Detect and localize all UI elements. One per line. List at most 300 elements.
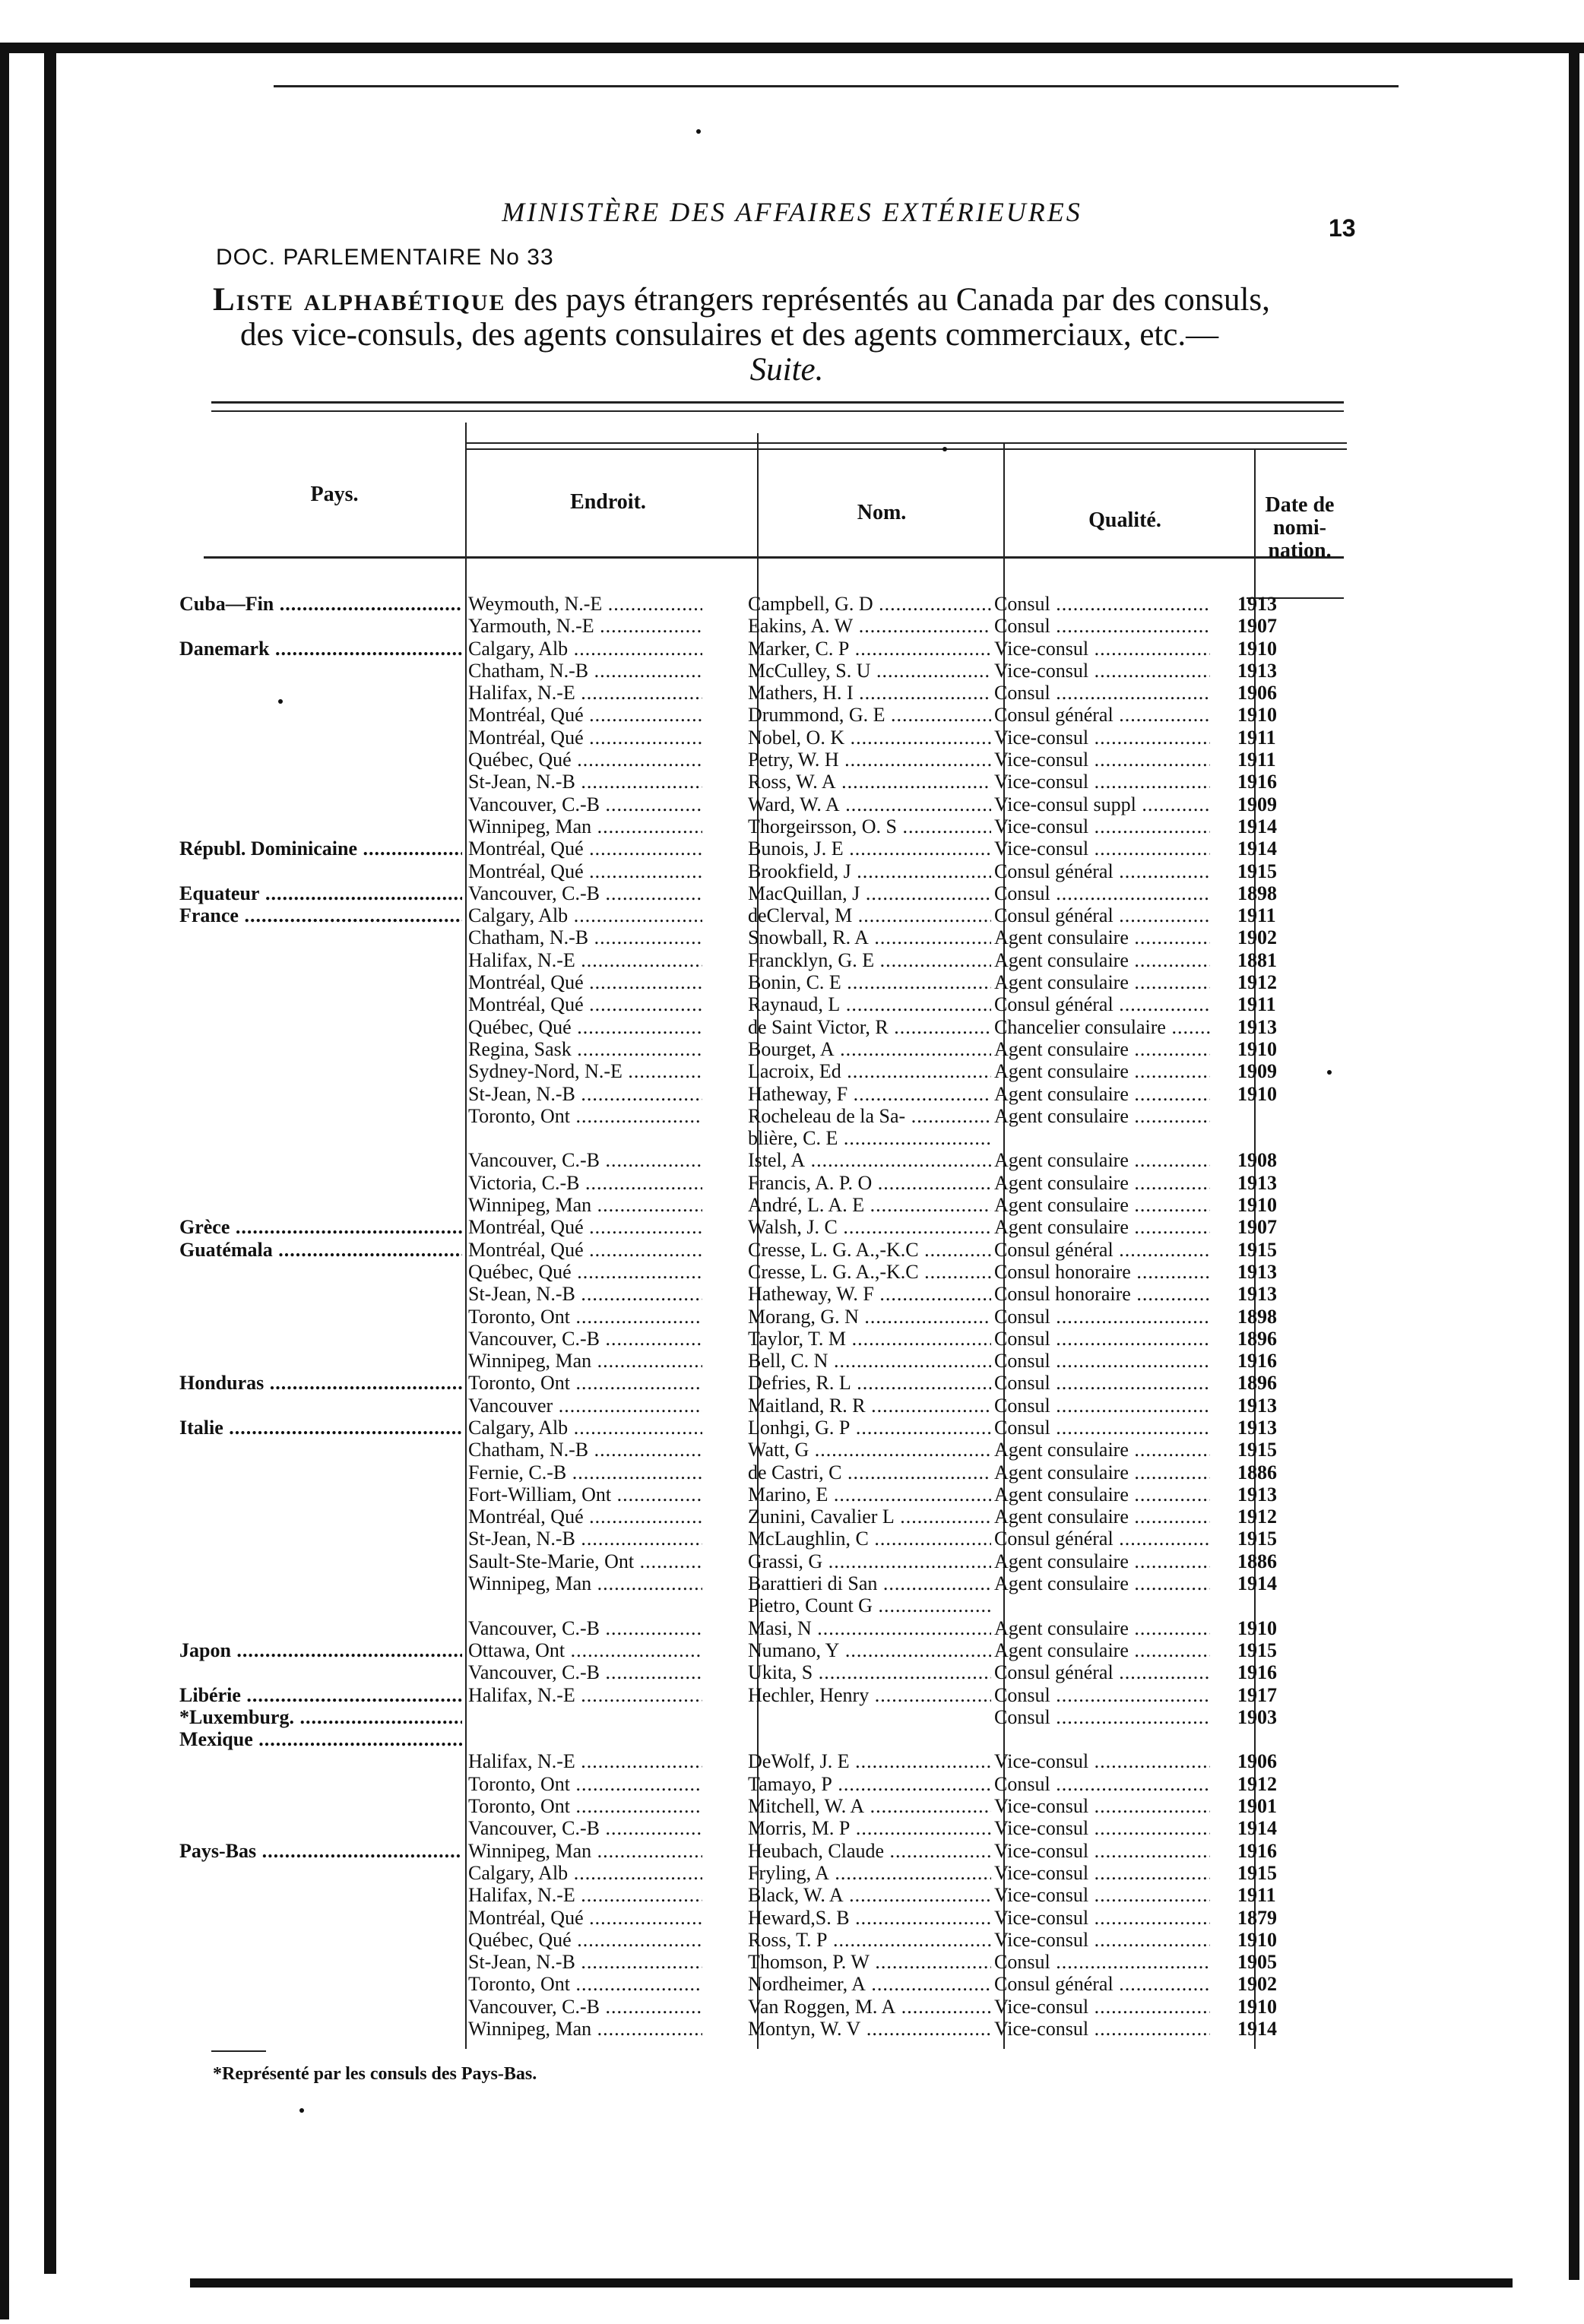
title-line-2: des vice-consuls, des agents consulaires et des agents commerciaux, etc.— <box>240 317 1219 353</box>
cell-date: 1915 <box>1237 1639 1277 1661</box>
cell-qualite: Consul ..... <box>994 1951 1210 1973</box>
cell-nom: blière, C. E ..... <box>748 1127 991 1149</box>
cell-nom: Bonin, C. E ..... <box>748 971 991 993</box>
cell-nom: Thorgeirsson, O. S ..... <box>748 815 991 837</box>
cell-qualite: Chancelier consulaire ..... <box>994 1016 1210 1038</box>
cell-endroit: Vancouver ..... <box>468 1395 702 1417</box>
cell-date: 1914 <box>1237 1817 1277 1840</box>
table-row <box>173 682 1344 704</box>
cell-qualite: Consul ..... <box>994 1328 1210 1350</box>
table-row <box>173 1996 1344 2018</box>
table-row <box>173 949 1344 971</box>
title-line-1-text: des pays étrangers représentés au Canada par des consuls, <box>505 282 1270 318</box>
cell-endroit: Vancouver, C.-B ..... <box>468 882 702 904</box>
cell-qualite: Consul ..... <box>994 882 1210 904</box>
cell-nom: Tamayo, P ..... <box>748 1773 991 1795</box>
speck <box>1327 1070 1332 1075</box>
speck <box>696 129 701 134</box>
table-row <box>173 1907 1344 1929</box>
cell-endroit: Winnipeg, Man ..... <box>468 815 702 837</box>
cell-nom: Masi, N ..... <box>748 1617 991 1639</box>
cell-date: 1901 <box>1237 1795 1277 1818</box>
cell-qualite: Vice-consul ..... <box>994 771 1210 793</box>
cell-qualite: Agent consulaire ..... <box>994 1617 1210 1639</box>
cell-endroit: Chatham, N.-B ..... <box>468 660 702 682</box>
cell-nom: Eakins, A. W ..... <box>748 615 991 637</box>
cell-nom: Heward,S. B ..... <box>748 1907 991 1929</box>
cell-qualite: Vice-consul ..... <box>994 638 1210 660</box>
table-row <box>173 1483 1344 1506</box>
table-row <box>173 882 1344 904</box>
cell-qualite: Vice-consul suppl ..... <box>994 793 1210 815</box>
cell-endroit: Toronto, Ont ..... <box>468 1795 702 1817</box>
table-row <box>173 1239 1344 1261</box>
cell-endroit: Chatham, N.-B ..... <box>468 926 702 948</box>
table-row <box>173 615 1344 637</box>
cell-date: 1886 <box>1237 1550 1277 1572</box>
cell-nom: Pietro, Count G ..... <box>748 1594 991 1616</box>
cell-nom: Raynaud, L ..... <box>748 993 991 1015</box>
cell-date: 1915 <box>1237 1238 1277 1261</box>
cell-qualite: Vice-consul ..... <box>994 1840 1210 1862</box>
cell-nom: Ross, T. P ..... <box>748 1929 991 1951</box>
cell-qualite: Agent consulaire ..... <box>994 1506 1210 1528</box>
table-row <box>173 1951 1344 1973</box>
cell-nom: Snowball, R. A ..... <box>748 926 991 948</box>
cell-nom: Mathers, H. I ..... <box>748 682 991 704</box>
cell-pays: Honduras ..... <box>179 1372 462 1394</box>
cell-nom: Francis, A. P. O ..... <box>748 1172 991 1194</box>
cell-endroit: Vancouver, C.-B ..... <box>468 1617 702 1639</box>
cell-qualite: Consul ..... <box>994 1306 1210 1328</box>
cell-qualite: Consul ..... <box>994 1350 1210 1372</box>
cell-nom: Marker, C. P ..... <box>748 638 991 660</box>
cell-date: 1912 <box>1237 1506 1277 1528</box>
document-title <box>213 283 1361 388</box>
cell-date: 1914 <box>1237 815 1277 837</box>
table-row <box>173 1706 1344 1728</box>
page-border-right <box>1569 53 1579 2280</box>
cell-endroit: Winnipeg, Man ..... <box>468 2018 702 2040</box>
table-row <box>173 638 1344 660</box>
table-row <box>173 1172 1344 1194</box>
page-border-bottom <box>190 2278 1513 2288</box>
cell-date: 1915 <box>1237 1861 1277 1884</box>
cell-qualite: Vice-consul ..... <box>994 1795 1210 1817</box>
cell-qualite: Consul ..... <box>994 1706 1210 1728</box>
cell-nom: Hatheway, W. F ..... <box>748 1283 991 1305</box>
cell-date: 1909 <box>1237 793 1277 815</box>
table-row <box>173 1417 1344 1439</box>
cell-endroit: Montréal, Qué ..... <box>468 1239 702 1261</box>
cell-date: 1907 <box>1237 615 1277 638</box>
cell-endroit: Québec, Qué ..... <box>468 1929 702 1951</box>
cell-endroit: Victoria, C.-B ..... <box>468 1172 702 1194</box>
cell-qualite: Vice-consul ..... <box>994 1907 1210 1929</box>
cell-nom: Numano, Y ..... <box>748 1639 991 1661</box>
cell-nom: André, L. A. E ..... <box>748 1194 991 1216</box>
cell-endroit: Calgary, Alb ..... <box>468 638 702 660</box>
cell-pays: Cuba—Fin ..... <box>179 593 462 615</box>
cell-pays: Japon ..... <box>179 1639 462 1661</box>
cell-endroit: Vancouver, C.-B ..... <box>468 1661 702 1683</box>
table-row <box>173 1684 1344 1706</box>
cell-date: 1911 <box>1237 993 1276 1016</box>
table-row <box>173 1550 1344 1572</box>
cell-nom: Petry, W. H ..... <box>748 749 991 771</box>
cell-endroit: Québec, Qué ..... <box>468 1261 702 1283</box>
table-row <box>173 749 1344 771</box>
cell-date: 1879 <box>1237 1906 1277 1929</box>
cell-nom: McCulley, S. U ..... <box>748 660 991 682</box>
cell-date: 1911 <box>1237 904 1276 927</box>
table-row <box>173 1283 1344 1305</box>
cell-qualite: Agent consulaire ..... <box>994 1550 1210 1572</box>
cell-endroit: Ottawa, Ont ..... <box>468 1639 702 1661</box>
cell-date: 1912 <box>1237 971 1277 994</box>
cell-nom: Lonhgi, G. P ..... <box>748 1417 991 1439</box>
cell-pays: Pays-Bas ..... <box>179 1840 462 1862</box>
cell-endroit: St-Jean, N.-B ..... <box>468 1528 702 1550</box>
cell-nom: de Castri, C ..... <box>748 1461 991 1483</box>
cell-qualite: Agent consulaire ..... <box>994 971 1210 993</box>
cell-endroit: Sault-Ste-Marie, Ont ..... <box>468 1550 702 1572</box>
cell-date: 1910 <box>1237 1194 1277 1217</box>
cell-endroit: Winnipeg, Man ..... <box>468 1194 702 1216</box>
cell-qualite: Consul général ..... <box>994 904 1210 926</box>
cell-qualite: Vice-consul ..... <box>994 815 1210 837</box>
cell-endroit: Calgary, Alb ..... <box>468 1862 702 1884</box>
cell-qualite: Agent consulaire ..... <box>994 1439 1210 1461</box>
cell-qualite: Vice-consul ..... <box>994 749 1210 771</box>
cell-nom: Heubach, Claude ..... <box>748 1840 991 1862</box>
cell-nom: McLaughlin, C ..... <box>748 1528 991 1550</box>
cell-nom: Drummond, G. E ..... <box>748 704 991 726</box>
cell-date: 1896 <box>1237 1327 1277 1350</box>
cell-nom: Morang, G. N ..... <box>748 1306 991 1328</box>
cell-nom: Marino, E ..... <box>748 1483 991 1506</box>
column-header-rule <box>204 556 1344 559</box>
cell-endroit: Weymouth, N.-E ..... <box>468 593 702 615</box>
cell-date: 1910 <box>1237 1082 1277 1105</box>
cell-nom: Rocheleau de la Sa- ..... <box>748 1105 991 1127</box>
cell-date: 1916 <box>1237 771 1277 793</box>
table-row <box>173 1016 1344 1038</box>
cell-qualite: Vice-consul ..... <box>994 727 1210 749</box>
cell-qualite: Vice-consul ..... <box>994 2018 1210 2040</box>
cell-endroit: Fort-William, Ont ..... <box>468 1483 702 1506</box>
cell-date: 1913 <box>1237 659 1277 682</box>
cell-qualite: Consul ..... <box>994 1395 1210 1417</box>
header-nom: Nom. <box>857 501 907 524</box>
cell-nom: Watt, G ..... <box>748 1439 991 1461</box>
cell-nom: Thomson, P. W ..... <box>748 1951 991 1973</box>
cell-pays: Grèce ..... <box>179 1216 462 1238</box>
cell-endroit: St-Jean, N.-B ..... <box>468 1083 702 1105</box>
cell-date: 1907 <box>1237 1216 1277 1239</box>
cell-date: 1911 <box>1237 726 1276 749</box>
cell-endroit: Calgary, Alb ..... <box>468 1417 702 1439</box>
cell-pays: Mexique ..... <box>179 1728 462 1750</box>
cell-qualite: Consul général ..... <box>994 1239 1210 1261</box>
cell-date: 1915 <box>1237 1439 1277 1461</box>
cell-endroit: Vancouver, C.-B ..... <box>468 1328 702 1350</box>
table-row <box>173 904 1344 926</box>
table-row <box>173 993 1344 1015</box>
cell-endroit: Montréal, Qué ..... <box>468 993 702 1015</box>
cell-date: 1911 <box>1237 749 1276 771</box>
cell-qualite: Agent consulaire ..... <box>994 1461 1210 1483</box>
cell-nom: Nobel, O. K ..... <box>748 727 991 749</box>
table-row <box>173 1884 1344 1906</box>
table-row <box>173 793 1344 815</box>
cell-qualite: Consul général ..... <box>994 1528 1210 1550</box>
cell-qualite: Consul général ..... <box>994 1661 1210 1683</box>
table-row <box>173 1372 1344 1394</box>
table-row <box>173 660 1344 682</box>
cell-nom: Bunois, J. E ..... <box>748 837 991 860</box>
cell-date: 1913 <box>1237 1394 1277 1417</box>
table-row <box>173 1639 1344 1661</box>
cell-date: 1909 <box>1237 1060 1277 1083</box>
cell-qualite: Vice-consul ..... <box>994 1996 1210 2018</box>
cell-endroit: St-Jean, N.-B ..... <box>468 771 702 793</box>
cell-endroit: Montréal, Qué ..... <box>468 1506 702 1528</box>
cell-qualite: Consul ..... <box>994 1684 1210 1706</box>
table-row <box>173 1149 1344 1171</box>
cell-date: 1913 <box>1237 1015 1277 1038</box>
table-row <box>173 1350 1344 1372</box>
table-row <box>173 1617 1344 1639</box>
header-rule <box>465 442 1347 444</box>
table-row <box>173 1083 1344 1105</box>
title-line-1 <box>213 283 1361 318</box>
cell-endroit: Montréal, Qué ..... <box>468 837 702 860</box>
cell-endroit: Halifax, N.-E ..... <box>468 682 702 704</box>
cell-endroit: Vancouver, C.-B ..... <box>468 793 702 815</box>
cell-qualite: Agent consulaire ..... <box>994 1083 1210 1105</box>
table-row <box>173 1261 1344 1283</box>
cell-nom: Van Roggen, M. A ..... <box>748 1996 991 2018</box>
running-title: MINISTÈRE DES AFFAIRES EXTÉRIEURES <box>502 197 1082 227</box>
table-row <box>173 1594 1344 1616</box>
cell-date: 1913 <box>1237 1283 1277 1306</box>
cell-pays: Equateur ..... <box>179 882 462 904</box>
table-row <box>173 815 1344 837</box>
cell-nom: Defries, R. L ..... <box>748 1372 991 1394</box>
cell-date: 1914 <box>1237 837 1277 860</box>
cell-qualite: Consul ..... <box>994 682 1210 704</box>
cell-endroit: Vancouver, C.-B ..... <box>468 1996 702 2018</box>
cell-nom: Black, W. A ..... <box>748 1884 991 1906</box>
cell-date: 1886 <box>1237 1461 1277 1483</box>
table-row <box>173 1127 1344 1149</box>
cell-pays: Libérie ..... <box>179 1684 462 1706</box>
table-row <box>173 1728 1344 1750</box>
header-rule-2 <box>465 448 1347 450</box>
cell-endroit: Winnipeg, Man ..... <box>468 1840 702 1862</box>
cell-nom: Hatheway, F ..... <box>748 1083 991 1105</box>
table-row <box>173 1395 1344 1417</box>
header-endroit: Endroit. <box>570 490 646 514</box>
cell-qualite: Vice-consul ..... <box>994 1929 1210 1951</box>
cell-date: 1906 <box>1237 1750 1277 1773</box>
table-row <box>173 971 1344 993</box>
table-row <box>173 593 1344 615</box>
cell-nom: Maitland, R. R ..... <box>748 1395 991 1417</box>
cell-endroit: St-Jean, N.-B ..... <box>468 1951 702 1973</box>
cell-qualite: Consul général ..... <box>994 860 1210 882</box>
cell-qualite: Consul ..... <box>994 1372 1210 1394</box>
cell-date: 1913 <box>1237 1260 1277 1283</box>
cell-qualite: Consul ..... <box>994 615 1210 637</box>
cell-pays: Républ. Dominicaine ..... <box>179 837 462 860</box>
table-row <box>173 1105 1344 1127</box>
table-row <box>173 1817 1344 1839</box>
header-pays: Pays. <box>310 483 359 506</box>
cell-qualite: Vice-consul ..... <box>994 1884 1210 1906</box>
table-row <box>173 1750 1344 1772</box>
cell-date: 1916 <box>1237 1661 1277 1684</box>
cell-qualite: Consul honoraire ..... <box>994 1283 1210 1305</box>
cell-endroit: Québec, Qué ..... <box>468 749 702 771</box>
table-row <box>173 704 1344 726</box>
cell-date: 1910 <box>1237 704 1277 727</box>
cell-nom: MacQuillan, J ..... <box>748 882 991 904</box>
cell-endroit: Halifax, N.-E ..... <box>468 949 702 971</box>
cell-pays: *Luxemburg. ..... <box>179 1706 462 1728</box>
cell-date: 1914 <box>1237 2018 1277 2040</box>
cell-date: 1908 <box>1237 1149 1277 1172</box>
consul-table <box>173 593 1344 2040</box>
cell-date: 1913 <box>1237 1483 1277 1506</box>
cell-date: 1913 <box>1237 1416 1277 1439</box>
cell-qualite: Agent consulaire ..... <box>994 1194 1210 1216</box>
cell-nom: Francklyn, G. E ..... <box>748 949 991 971</box>
cell-endroit: Québec, Qué ..... <box>468 1016 702 1038</box>
cell-nom: Hechler, Henry ..... <box>748 1684 991 1706</box>
table-row <box>173 1862 1344 1884</box>
title-lead: Liste alphabétique <box>213 282 506 318</box>
cell-nom: Taylor, T. M ..... <box>748 1328 991 1350</box>
cell-qualite: Agent consulaire ..... <box>994 1105 1210 1127</box>
cell-date: 1898 <box>1237 1305 1277 1328</box>
cell-date: 1916 <box>1237 1350 1277 1373</box>
cell-nom: Morris, M. P ..... <box>748 1817 991 1839</box>
cell-pays: France ..... <box>179 904 462 926</box>
cell-endroit: Calgary, Alb ..... <box>468 904 702 926</box>
cell-endroit: Winnipeg, Man ..... <box>468 1350 702 1372</box>
cell-pays: Danemark ..... <box>179 638 462 660</box>
cell-date: 1896 <box>1237 1372 1277 1395</box>
page-border-top <box>0 43 1584 53</box>
cell-endroit: Montréal, Qué ..... <box>468 704 702 726</box>
cell-qualite: Agent consulaire ..... <box>994 1038 1210 1060</box>
cell-qualite: Agent consulaire ..... <box>994 1172 1210 1194</box>
cell-date: 1910 <box>1237 637 1277 660</box>
cell-endroit: Montréal, Qué ..... <box>468 1216 702 1238</box>
cell-endroit: Toronto, Ont ..... <box>468 1105 702 1127</box>
table-row <box>173 727 1344 749</box>
cell-qualite: Agent consulaire ..... <box>994 926 1210 948</box>
table-row <box>173 860 1344 882</box>
table-row <box>173 1661 1344 1683</box>
cell-endroit: Winnipeg, Man ..... <box>468 1572 702 1594</box>
table-row <box>173 1572 1344 1594</box>
page-border-left <box>44 47 56 2274</box>
cell-qualite: Vice-consul ..... <box>994 1862 1210 1884</box>
cell-qualite: Agent consulaire ..... <box>994 1483 1210 1506</box>
footnote: *Représenté par les consuls des Pays-Bas. <box>213 2064 537 2084</box>
cell-endroit: Yarmouth, N.-E ..... <box>468 615 702 637</box>
page-number: 13 <box>1329 214 1356 242</box>
cell-qualite: Vice-consul ..... <box>994 1817 1210 1839</box>
cell-nom: Ross, W. A ..... <box>748 771 991 793</box>
table-row <box>173 1194 1344 1216</box>
cell-date: 1915 <box>1237 860 1277 882</box>
cell-nom: Mitchell, W. A ..... <box>748 1795 991 1817</box>
cell-qualite: Agent consulaire ..... <box>994 1639 1210 1661</box>
cell-qualite: Consul général ..... <box>994 993 1210 1015</box>
cell-endroit: St-Jean, N.-B ..... <box>468 1283 702 1305</box>
cell-date: 1902 <box>1237 926 1277 949</box>
table-row <box>173 2018 1344 2040</box>
cell-endroit: Halifax, N.-E ..... <box>468 1884 702 1906</box>
cell-endroit: Halifax, N.-E ..... <box>468 1684 702 1706</box>
cell-date: 1917 <box>1237 1683 1277 1706</box>
table-row <box>173 1528 1344 1550</box>
cell-nom: Montyn, W. V ..... <box>748 2018 991 2040</box>
cell-qualite: Consul ..... <box>994 1773 1210 1795</box>
cell-endroit: Montréal, Qué ..... <box>468 860 702 882</box>
cell-nom: Istel, A ..... <box>748 1149 991 1171</box>
table-row <box>173 1840 1344 1862</box>
cell-date: 1915 <box>1237 1528 1277 1550</box>
cell-date: 1910 <box>1237 1037 1277 1060</box>
speck <box>942 447 947 451</box>
cell-date: 1905 <box>1237 1951 1277 1974</box>
cell-endroit: Montréal, Qué ..... <box>468 971 702 993</box>
cell-pays: Guatémala ..... <box>179 1239 462 1261</box>
cell-endroit: Toronto, Ont ..... <box>468 1372 702 1394</box>
cell-qualite: Agent consulaire ..... <box>994 949 1210 971</box>
cell-nom: Ward, W. A ..... <box>748 793 991 815</box>
table-row <box>173 1306 1344 1328</box>
cell-date: 1911 <box>1237 1884 1276 1907</box>
table-row <box>173 1773 1344 1795</box>
cell-endroit: Toronto, Ont ..... <box>468 1306 702 1328</box>
cell-date: 1881 <box>1237 948 1277 971</box>
cell-endroit: Montréal, Qué ..... <box>468 1907 702 1929</box>
cell-qualite: Agent consulaire ..... <box>994 1216 1210 1238</box>
cell-qualite: Agent consulaire ..... <box>994 1149 1210 1171</box>
table-row <box>173 926 1344 948</box>
cell-date: 1910 <box>1237 1995 1277 2018</box>
cell-pays: Italie ..... <box>179 1417 462 1439</box>
cell-qualite: Agent consulaire ..... <box>994 1060 1210 1082</box>
cell-endroit: Montréal, Qué ..... <box>468 727 702 749</box>
cell-nom: Grassi, G ..... <box>748 1550 991 1572</box>
cell-qualite: Vice-consul ..... <box>994 837 1210 860</box>
cell-endroit: Halifax, N.-E ..... <box>468 1750 702 1772</box>
cell-qualite: Consul général ..... <box>994 704 1210 726</box>
table-row <box>173 1929 1344 1951</box>
cell-date: 1913 <box>1237 593 1277 615</box>
title-rule-2 <box>211 410 1344 412</box>
top-rule <box>274 85 1399 87</box>
cell-nom: Walsh, J. C ..... <box>748 1216 991 1238</box>
cell-nom: Bourget, A ..... <box>748 1038 991 1060</box>
